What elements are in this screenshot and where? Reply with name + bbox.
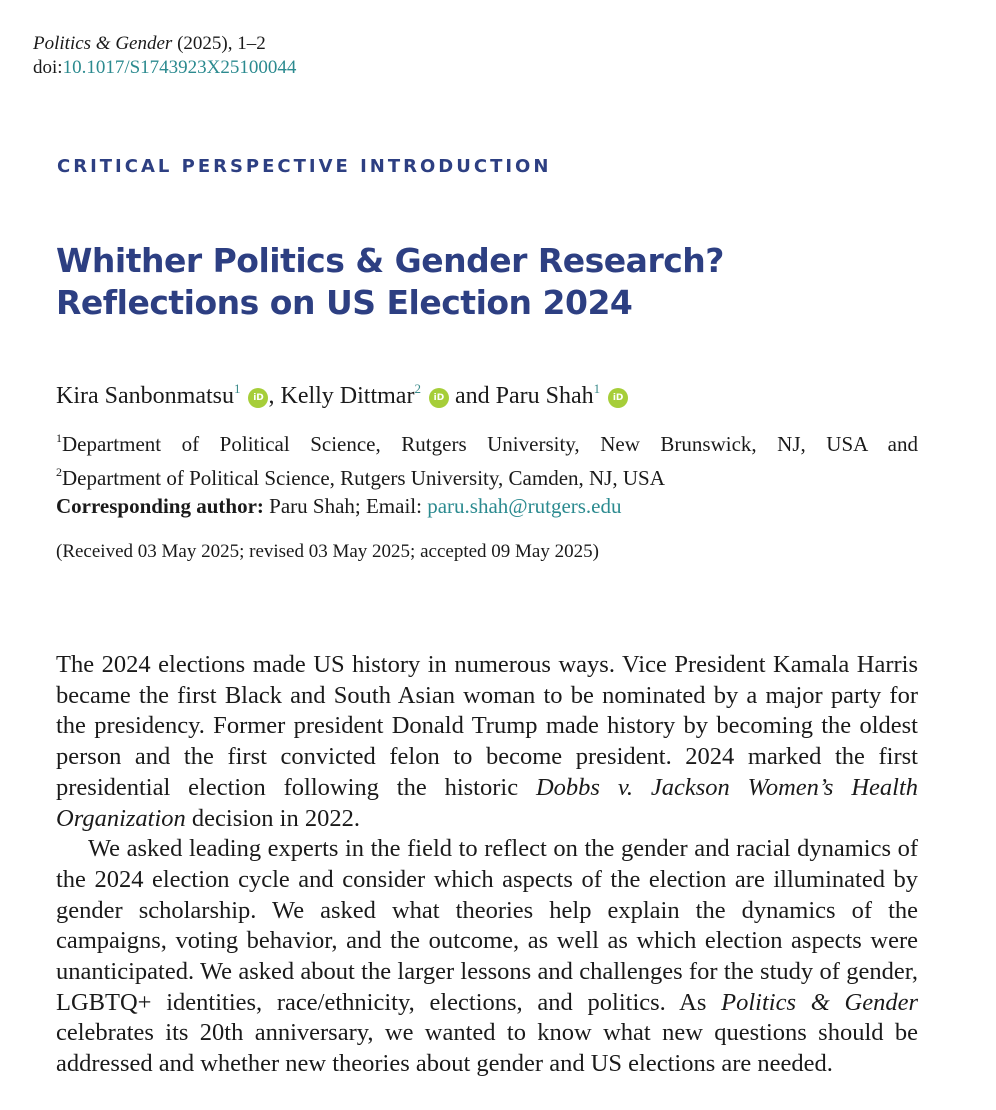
journal-name: Politics & Gender bbox=[33, 33, 173, 54]
section-label: CRITICAL PERSPECTIVE INTRODUCTION bbox=[57, 156, 552, 177]
submission-dates: (Received 03 May 2025; revised 03 May 2025; accepted 09 May 2025) bbox=[56, 541, 599, 562]
author-list bbox=[56, 372, 628, 413]
author-name[interactable]: Paru Shah bbox=[495, 383, 594, 409]
author-name[interactable]: Kelly Dittmar bbox=[280, 383, 415, 409]
journal-name-inline: Politics & Gender bbox=[721, 988, 918, 1016]
paragraph-2: We asked leading experts in the field to reflect on the gender and racial dynamics of the 2024 election cycle and consider which aspects of the election are illuminated by gender scholarship. We asked what theories help explain the dynamics of the campaigns, voting behavior, and the outcome, as well as which election aspects were unanticipated. We asked about the larger lessons and challenges for the study of gender, LGBTQ+ identities, race/ethnicity, elections, and politics. As Politics & Gender celebrates its 20th anniversary, we wanted to know what new questions should be addressed and whether new theories about gender and US elections are needed. bbox=[56, 835, 918, 1078]
author-separator: , bbox=[268, 383, 281, 409]
corresponding-author: Corresponding author: Paru Shah; Email: paru.shah@rutgers.edu bbox=[56, 494, 622, 518]
email-link[interactable]: paru.shah@rutgers.edu bbox=[427, 494, 622, 518]
orcid-icon[interactable]: iD bbox=[429, 388, 449, 408]
affiliation-1: $^1$Department of Political Science, Rutgers University, New Brunswick, NJ, USA and bbox=[56, 431, 918, 456]
author-affil-marker: 1 bbox=[593, 381, 601, 396]
doi-link[interactable]: 10.1017/S1743923X25100044 bbox=[62, 57, 297, 78]
orcid-icon[interactable]: iD bbox=[608, 388, 628, 408]
author-affil-marker: 1 bbox=[233, 381, 241, 396]
affiliations bbox=[56, 424, 918, 520]
paragraph-1: The 2024 elections made US history in numerous ways. Vice President Kamala Harris became the first Black and South Asian woman to be nominated by a major party for the presidency. Former president Donald Trump made history by becoming the oldest person and the first convicted felon to become president. 2024 marked the first presidential election following the historic Dobbs v. Jackson Women’s Health Organization decision in 2022. bbox=[56, 651, 918, 832]
case-name: Dobbs v. Jackson Women’s Health Organization bbox=[56, 773, 918, 832]
article-body bbox=[56, 650, 918, 1080]
journal-citation bbox=[33, 32, 296, 80]
article-title: Whither Politics & Gender Research? Reflections on US Election 2024 bbox=[56, 241, 724, 322]
author-affil-marker: 2 bbox=[414, 381, 421, 396]
affiliation-2: $^2$Department of Political Science, Rutgers University, Camden, NJ, USA bbox=[56, 465, 665, 490]
author-name[interactable]: Kira Sanbonmatsu bbox=[56, 383, 234, 409]
orcid-icon[interactable]: iD bbox=[248, 388, 268, 408]
doi-prefix: doi: bbox=[33, 57, 63, 78]
author-separator: and bbox=[448, 383, 496, 409]
journal-issue: (2025), 1–2 bbox=[177, 33, 266, 54]
